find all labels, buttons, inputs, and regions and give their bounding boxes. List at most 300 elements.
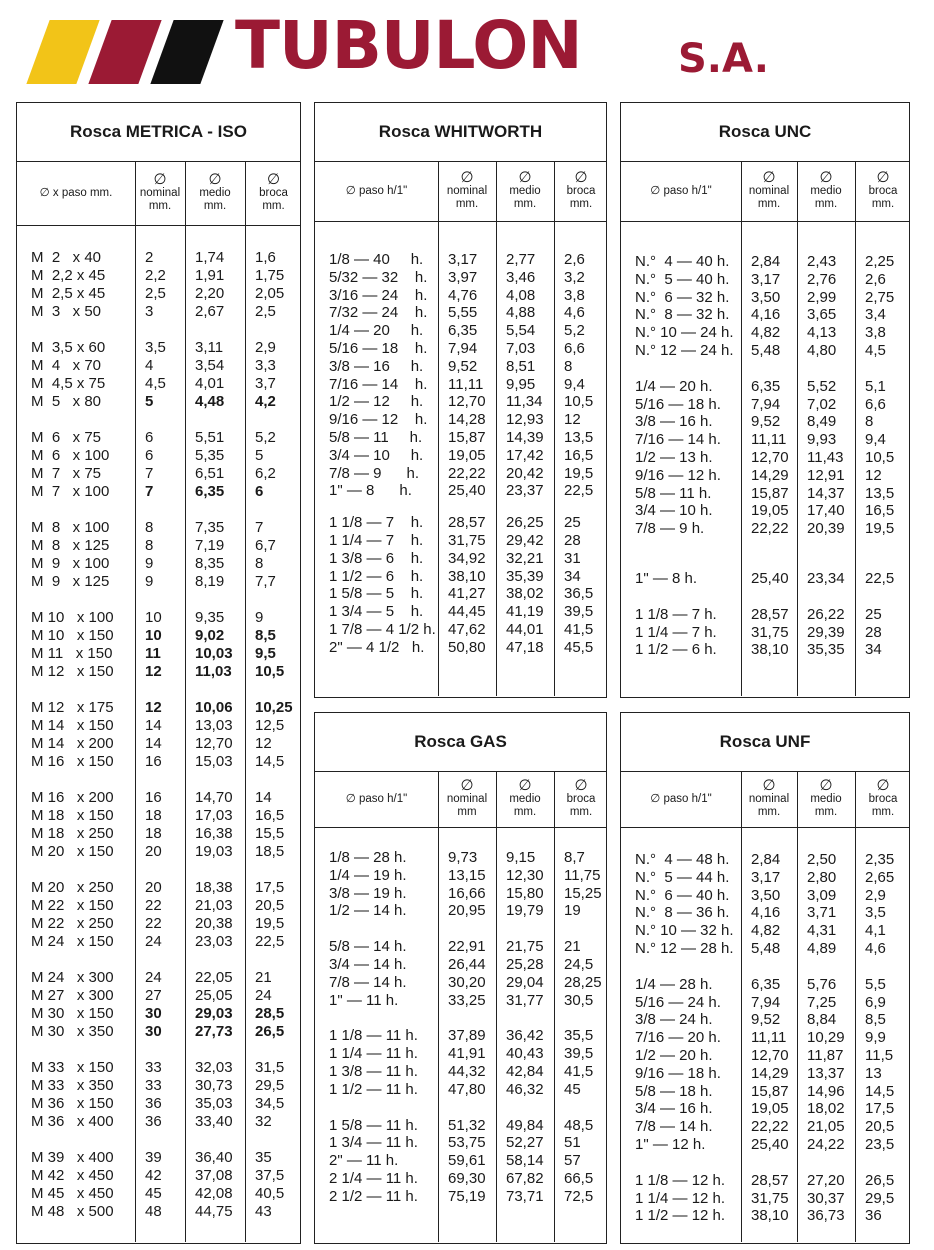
pitch-diameter: 6,35	[195, 483, 225, 500]
nominal-diameter: 4	[145, 357, 154, 374]
pitch-diameter: 67,82	[506, 1170, 544, 1187]
thread-designation: 1 1/2 — 12 h.	[635, 1207, 726, 1225]
column-header-line: ∅ paso h/1"	[650, 792, 712, 805]
thread-designation: M 39 x 400	[31, 1149, 114, 1166]
diameter-symbol: ∅	[574, 169, 588, 186]
pitch-diameter: 2,99	[807, 288, 837, 306]
nominal-diameter: 8	[145, 519, 154, 536]
drill-size: 6,9	[865, 993, 886, 1011]
nominal-diameter: 33,25	[448, 991, 486, 1009]
nominal-diameter: 59,61	[448, 1152, 486, 1170]
logo-stripe-black	[150, 20, 223, 84]
pitch-diameter: 5,35	[195, 447, 225, 464]
thread-designation: M 24 x 300	[31, 969, 114, 986]
nominal-diameter: 37,89	[448, 1027, 486, 1045]
drill-size: 3,2	[564, 268, 585, 286]
thread-designation: M 12 x 150	[31, 663, 114, 680]
table-header	[621, 771, 909, 828]
thread-designation: M 22 x 150	[31, 897, 114, 914]
diameter-symbol: ∅	[762, 169, 776, 186]
thread-designation: 1/8 — 40 h.	[329, 251, 424, 268]
drill-size: 2,9	[865, 886, 886, 904]
thread-designation: 1" — 12 h.	[635, 1136, 706, 1153]
pitch-diameter: 3,54	[195, 357, 225, 374]
pitch-diameter: 12,70	[195, 735, 233, 752]
column-header-line: broca	[566, 793, 596, 805]
nominal-diameter: 47,80	[448, 1080, 486, 1098]
thread-designation: 1 1/8 — 11 h.	[329, 1027, 418, 1045]
nominal-diameter: 33	[145, 1059, 162, 1076]
column-divider	[438, 771, 439, 1242]
thread-designation: 1/8 — 28 h.	[329, 849, 407, 866]
drill-size: 24,5	[564, 956, 594, 973]
pitch-diameter: 19,79	[506, 902, 544, 920]
thread-designation: 3/4 — 16 h.	[635, 1100, 713, 1118]
column-header-line: broca	[566, 185, 596, 197]
pitch-diameter: 4,88	[506, 304, 536, 322]
thread-designation: 1/2 — 13 h.	[635, 449, 713, 466]
thread-designation: 1 7/8 — 4 1/2 h.	[329, 621, 436, 638]
drill-size: 15,5	[255, 825, 285, 842]
nominal-diameter: 8	[145, 537, 154, 554]
thread-designation: 5/16 — 18 h.	[635, 395, 721, 413]
thread-designation: M 27 x 300	[31, 987, 114, 1004]
drill-size: 26,5	[255, 1023, 285, 1040]
nominal-diameter: 53,75	[448, 1134, 486, 1152]
nominal-diameter: 36	[145, 1113, 162, 1130]
pitch-diameter: 17,40	[807, 502, 845, 520]
drill-size: 16,5	[865, 502, 895, 520]
drill-size: 5,2	[564, 322, 585, 340]
nominal-diameter: 3	[145, 303, 154, 320]
column-header-line: nominal	[748, 793, 790, 805]
brand-name: TUBULON	[235, 7, 582, 84]
pitch-diameter: 16,38	[195, 825, 233, 842]
thread-designation: N.° 5 — 40 h.	[635, 270, 730, 288]
pitch-diameter: 38,02	[506, 585, 544, 603]
drill-size: 9,4	[564, 375, 585, 393]
column-header-line: mm.	[262, 200, 285, 212]
tubulon-logo	[20, 8, 780, 86]
thread-designation: 1 1/2 — 6 h.	[635, 641, 717, 659]
diameter-symbol: ∅	[518, 777, 532, 794]
pitch-diameter: 11,03	[195, 663, 232, 680]
column-header-line: medio	[199, 187, 231, 199]
thread-designation: M 36 x 400	[31, 1113, 114, 1130]
drill-size: 1,75	[255, 267, 285, 284]
drill-size: 40,5	[255, 1185, 285, 1202]
table-gas	[314, 712, 607, 1244]
pitch-diameter: 9,95	[506, 375, 536, 393]
nominal-diameter: 9,52	[751, 1011, 781, 1029]
nominal-diameter: 22,22	[751, 1118, 789, 1136]
nominal-diameter: 15,87	[751, 484, 789, 502]
drill-size: 12	[255, 735, 272, 752]
nominal-diameter: 9,52	[448, 357, 478, 375]
drill-size: 8	[865, 413, 874, 431]
pitch-diameter: 15,03	[195, 753, 233, 770]
column-divider	[554, 771, 555, 1242]
drill-size: 19,5	[255, 915, 285, 932]
drill-size: 5,1	[865, 377, 886, 395]
drill-size: 22,5	[865, 570, 895, 587]
thread-designation: M 14 x 200	[31, 735, 114, 752]
thread-designation: N.° 8 — 36 h.	[635, 904, 730, 922]
pitch-diameter: 5,52	[807, 377, 837, 395]
thread-designation: 1 1/4 — 7 h.	[635, 623, 717, 641]
nominal-diameter: 14,28	[448, 411, 486, 429]
drill-size: 10,5	[564, 393, 594, 411]
column-header-line: nominal	[139, 187, 181, 199]
nominal-diameter: 38,10	[751, 641, 789, 659]
diameter-symbol: ∅	[876, 169, 890, 186]
nominal-diameter: 9,52	[751, 413, 781, 431]
drill-size: 22,5	[255, 933, 285, 950]
thread-designation: M 36 x 150	[31, 1095, 114, 1112]
nominal-diameter: 9	[145, 555, 154, 572]
column-divider	[245, 161, 246, 1242]
thread-designation: M 4,5 x 75	[31, 375, 106, 392]
pitch-diameter: 24,22	[807, 1136, 845, 1153]
thread-designation: M 8 x 100	[31, 519, 110, 536]
column-header	[496, 161, 554, 221]
nominal-diameter: 14	[145, 717, 162, 734]
pitch-diameter: 13,37	[807, 1064, 845, 1082]
column-header	[797, 771, 855, 827]
nominal-diameter: 14	[145, 735, 162, 752]
nominal-diameter: 18	[145, 825, 162, 842]
nominal-diameter: 14,29	[751, 466, 789, 484]
thread-designation: 9/16 — 12 h.	[635, 466, 721, 484]
pitch-diameter: 29,39	[807, 623, 845, 641]
nominal-diameter: 3,5	[145, 339, 166, 356]
drill-size: 3,8	[865, 324, 886, 342]
drill-size: 2,75	[865, 288, 895, 306]
thread-designation: M 14 x 150	[31, 717, 114, 734]
thread-designation: 1 1/8 — 12 h.	[635, 1171, 726, 1189]
nominal-diameter: 19,05	[751, 502, 789, 520]
drill-size: 35	[255, 1149, 272, 1166]
drill-size: 15,25	[564, 884, 602, 902]
thread-designation: M 12 x 175	[31, 699, 114, 716]
drill-size: 31	[564, 549, 581, 567]
nominal-diameter: 26,44	[448, 956, 486, 973]
drill-size: 4,6	[564, 304, 585, 322]
nominal-diameter: 10	[145, 627, 162, 644]
nominal-diameter: 12,70	[751, 1047, 789, 1064]
thread-designation: N.° 6 — 40 h.	[635, 886, 730, 904]
nominal-diameter: 16	[145, 753, 162, 770]
column-header	[621, 161, 741, 221]
column-header-line: medio	[810, 793, 842, 805]
pitch-diameter: 20,39	[807, 520, 845, 538]
drill-size: 10,5	[865, 449, 895, 466]
nominal-diameter: 22,22	[448, 464, 486, 482]
pitch-diameter: 58,14	[506, 1152, 544, 1170]
nominal-diameter: 45	[145, 1185, 162, 1202]
nominal-diameter: 2,5	[145, 285, 166, 302]
nominal-diameter: 4,5	[145, 375, 166, 392]
drill-size: 4,5	[865, 342, 886, 359]
nominal-diameter: 2,84	[751, 253, 781, 270]
thread-designation: 2" — 4 1/2 h.	[329, 638, 425, 656]
thread-designation: M 7 x 75	[31, 465, 102, 482]
thread-designation: 1 1/2 — 11 h.	[329, 1080, 418, 1098]
drill-size: 2,6	[865, 270, 886, 288]
thread-designation: 5/8 — 11 h.	[329, 429, 423, 446]
pitch-diameter: 3,09	[807, 886, 837, 904]
drill-size: 20,5	[865, 1118, 895, 1136]
column-header	[438, 161, 496, 221]
nominal-diameter: 2	[145, 249, 154, 266]
pitch-diameter: 35,35	[807, 641, 845, 659]
table-whitworth	[314, 102, 607, 698]
pitch-diameter: 7,19	[195, 537, 225, 554]
drill-size: 2,5	[255, 303, 276, 320]
thread-designation: 7/32 — 24 h.	[329, 304, 428, 322]
pitch-diameter: 21,75	[506, 938, 544, 956]
column-divider	[741, 161, 742, 696]
drill-size: 12,5	[255, 717, 285, 734]
column-header	[797, 161, 855, 221]
nominal-diameter: 3,17	[751, 270, 781, 288]
pitch-diameter: 37,08	[195, 1167, 233, 1184]
nominal-diameter: 20	[145, 843, 162, 860]
column-divider	[797, 771, 798, 1242]
column-header	[741, 161, 797, 221]
drill-size: 30,5	[564, 991, 594, 1009]
drill-size: 31,5	[255, 1059, 285, 1076]
nominal-diameter: 7,94	[751, 395, 781, 413]
nominal-diameter: 4,16	[751, 306, 781, 324]
nominal-diameter: 22	[145, 915, 162, 932]
drill-size: 9,5	[255, 645, 276, 662]
column-header-line: medio	[509, 185, 541, 197]
column-header	[496, 771, 554, 827]
nominal-diameter: 36	[145, 1095, 162, 1112]
nominal-diameter: 2,2	[145, 267, 166, 284]
pitch-diameter: 26,25	[506, 514, 544, 532]
pitch-diameter: 35,03	[195, 1095, 233, 1112]
drill-size: 14	[255, 789, 272, 806]
pitch-diameter: 30,73	[195, 1077, 233, 1094]
thread-designation: 7/16 — 14 h.	[635, 431, 721, 449]
thread-designation: 1 3/8 — 11 h.	[329, 1063, 418, 1080]
drill-size: 45	[564, 1080, 581, 1098]
thread-designation: 7/16 — 20 h.	[635, 1029, 721, 1047]
thread-designation: M 18 x 150	[31, 807, 114, 824]
column-header	[855, 771, 911, 827]
thread-designation: N.° 12 — 28 h.	[635, 940, 734, 957]
thread-designation: 9/16 — 12 h.	[329, 411, 428, 429]
nominal-diameter: 41,91	[448, 1045, 486, 1063]
pitch-diameter: 23,37	[506, 482, 544, 500]
thread-designation: 2" — 11 h.	[329, 1152, 399, 1170]
thread-designation: 1 1/8 — 7 h.	[329, 514, 424, 532]
thread-designation: M 20 x 250	[31, 879, 114, 896]
nominal-diameter: 9	[145, 573, 154, 590]
column-divider	[438, 161, 439, 696]
drill-size: 2,65	[865, 868, 895, 886]
thread-designation: M 6 x 75	[31, 429, 102, 446]
thread-designation: M 45 x 450	[31, 1185, 114, 1202]
drill-size: 19	[564, 902, 581, 920]
pitch-diameter: 21,03	[195, 897, 233, 914]
thread-designation: 3/8 — 16 h.	[635, 413, 713, 431]
pitch-diameter: 15,80	[506, 884, 544, 902]
thread-designation: 5/8 — 11 h.	[635, 484, 712, 502]
nominal-diameter: 31,75	[751, 1189, 789, 1207]
column-header	[438, 771, 496, 827]
nominal-diameter: 51,32	[448, 1116, 486, 1134]
nominal-diameter: 33	[145, 1077, 162, 1094]
column-header-line: ∅ paso h/1"	[345, 184, 408, 197]
nominal-diameter: 9,73	[448, 849, 478, 866]
pitch-diameter: 22,05	[195, 969, 233, 986]
pitch-diameter: 46,32	[506, 1080, 544, 1098]
drill-size: 36,5	[564, 585, 594, 603]
pitch-diameter: 7,03	[506, 340, 536, 357]
pitch-diameter: 2,80	[807, 868, 837, 886]
column-header	[245, 161, 302, 225]
drill-size: 9,9	[865, 1029, 886, 1047]
nominal-diameter: 22,22	[751, 520, 789, 538]
thread-designation: 1 3/8 — 6 h.	[329, 549, 424, 567]
drill-size: 3,3	[255, 357, 276, 374]
nominal-diameter: 69,30	[448, 1170, 486, 1187]
column-header-line: broca	[868, 793, 898, 805]
pitch-diameter: 1,91	[195, 267, 225, 284]
pitch-diameter: 17,03	[195, 807, 233, 824]
thread-designation: M 5 x 80	[31, 393, 102, 410]
drill-size: 29,5	[865, 1189, 895, 1207]
table-unf	[620, 712, 910, 1244]
nominal-diameter: 7	[145, 483, 154, 500]
column-header-line: nominal	[748, 185, 790, 197]
column-header-line: mm.	[203, 200, 227, 212]
pitch-diameter: 49,84	[506, 1116, 544, 1134]
nominal-diameter: 47,62	[448, 621, 486, 638]
drill-size: 18,5	[255, 843, 285, 860]
drill-size: 8	[564, 357, 573, 375]
table-title: Rosca METRICA - ISO	[17, 103, 300, 162]
column-divider	[741, 771, 742, 1242]
drill-size: 3,7	[255, 375, 276, 392]
thread-designation: N.° 4 — 48 h.	[635, 851, 730, 868]
column-divider	[185, 161, 186, 1242]
thread-designation: M 30 x 150	[31, 1005, 114, 1022]
drill-size: 7,7	[255, 573, 276, 590]
brand-suffix: S.A.	[678, 36, 769, 82]
drill-size: 13	[865, 1064, 882, 1082]
nominal-diameter: 27	[145, 987, 162, 1004]
drill-size: 13,5	[564, 429, 594, 446]
pitch-diameter: 44,01	[506, 621, 544, 638]
pitch-diameter: 4,48	[195, 393, 225, 410]
nominal-diameter: 34,92	[448, 549, 486, 567]
drill-size: 4,6	[865, 940, 886, 957]
pitch-diameter: 3,11	[195, 339, 224, 356]
nominal-diameter: 12,70	[751, 449, 789, 466]
column-header-line: medio	[509, 793, 541, 805]
pitch-diameter: 10,03	[195, 645, 233, 662]
pitch-diameter: 30,37	[807, 1189, 845, 1207]
pitch-diameter: 7,35	[195, 519, 225, 536]
thread-designation: 1 1/4 — 7 h.	[329, 532, 424, 549]
thread-designation: 1" — 11 h.	[329, 991, 399, 1009]
pitch-diameter: 10,29	[807, 1029, 845, 1047]
nominal-diameter: 24	[145, 969, 162, 986]
drill-size: 11,5	[865, 1047, 894, 1064]
drill-size: 57	[564, 1152, 581, 1170]
thread-designation: M 16 x 150	[31, 753, 114, 770]
nominal-diameter: 5,48	[751, 342, 781, 359]
thread-designation: M 33 x 350	[31, 1077, 114, 1094]
thread-designation: M 16 x 200	[31, 789, 114, 806]
nominal-diameter: 7,94	[751, 993, 781, 1011]
pitch-diameter: 47,18	[506, 638, 544, 656]
drill-size: 32	[255, 1113, 272, 1130]
column-header	[554, 161, 608, 221]
diameter-symbol: ∅	[266, 171, 281, 188]
column-header-line: mm.	[814, 198, 838, 210]
nominal-diameter: 50,80	[448, 638, 486, 656]
column-header-line: mm.	[569, 198, 593, 210]
column-header-line: nominal	[446, 185, 488, 197]
thread-designation: M 4 x 70	[31, 357, 102, 374]
diameter-symbol: ∅	[876, 777, 890, 794]
pitch-diameter: 44,75	[195, 1203, 233, 1220]
thread-designation: M 2,2 x 45	[31, 267, 106, 284]
nominal-diameter: 15,87	[448, 429, 486, 446]
column-header-line: mm.	[148, 200, 172, 212]
column-header-line: mm.	[871, 806, 895, 818]
pitch-diameter: 5,54	[506, 322, 536, 340]
column-divider	[855, 771, 856, 1242]
table-title: Rosca UNF	[621, 713, 909, 772]
thread-designation: M 22 x 250	[31, 915, 114, 932]
pitch-diameter: 14,39	[506, 429, 544, 446]
column-divider	[135, 161, 136, 1242]
thread-designation: M 33 x 150	[31, 1059, 114, 1076]
thread-designation: 3/4 — 10 h.	[329, 446, 424, 464]
nominal-diameter: 3,17	[751, 868, 781, 886]
nominal-diameter: 20,95	[448, 902, 486, 920]
nominal-diameter: 31,75	[448, 532, 486, 549]
drill-size: 28	[865, 623, 882, 641]
pitch-diameter: 33,40	[195, 1113, 233, 1130]
drill-size: 43	[255, 1203, 272, 1220]
pitch-diameter: 36,40	[195, 1149, 233, 1166]
nominal-diameter: 44,32	[448, 1063, 486, 1080]
column-header-line: medio	[810, 185, 842, 197]
pitch-diameter: 2,20	[195, 285, 225, 302]
drill-size: 7	[255, 519, 264, 536]
nominal-diameter: 22,91	[448, 938, 486, 956]
nominal-diameter: 25,40	[448, 482, 486, 500]
pitch-diameter: 23,03	[195, 933, 233, 950]
column-divider	[855, 161, 856, 696]
thread-designation: M 30 x 350	[31, 1023, 114, 1040]
pitch-diameter: 14,96	[807, 1082, 845, 1100]
pitch-diameter: 14,70	[195, 789, 233, 806]
pitch-diameter: 73,71	[506, 1187, 544, 1205]
pitch-diameter: 29,04	[506, 973, 544, 991]
pitch-diameter: 12,91	[807, 466, 845, 484]
thread-designation: 1/4 — 20 h.	[635, 377, 713, 395]
pitch-diameter: 5,51	[195, 429, 225, 446]
drill-size: 14,5	[865, 1082, 895, 1100]
